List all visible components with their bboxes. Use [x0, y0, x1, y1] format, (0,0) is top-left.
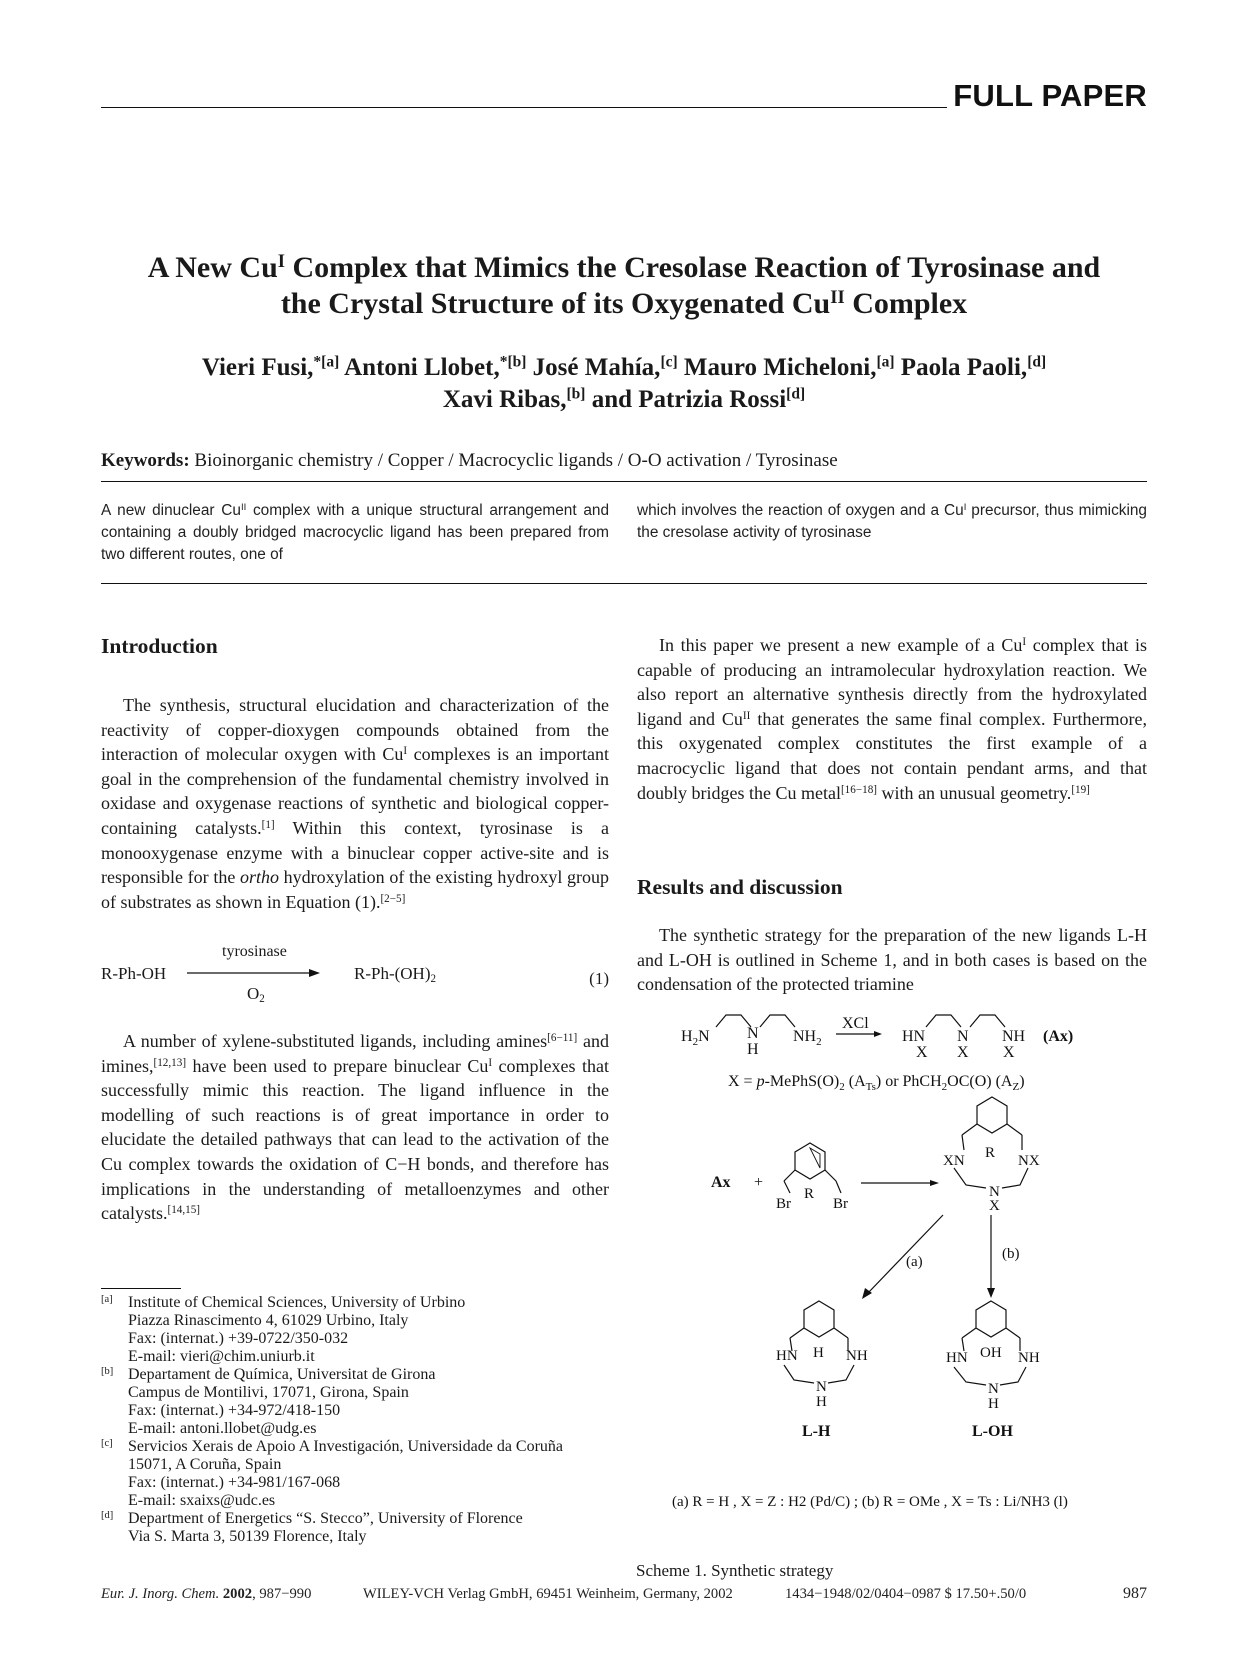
- protected-triamine: [902, 1015, 1026, 1061]
- svg-text:OH: OH: [980, 1345, 1002, 1361]
- footnote-b: [b] Departament de Química, Universitat de Girona Campus de Montilivi, 17071, Girona, Spain Fax: (internat.) +34-972/418-150 E-mail: antoni.llobet@udg.es: [101, 1366, 436, 1437]
- svg-text:R: R: [985, 1145, 996, 1161]
- svg-text:X: X: [989, 1198, 1000, 1214]
- right-paragraph-2: The synthetic strategy for the preparation of the new ligands L-H and L-OH is outlined in Scheme 1, and in both cases is based on the condensation of the protected triamine: [637, 925, 1147, 995]
- introduction-heading: Introduction: [101, 634, 218, 658]
- route-a-arrow: [862, 1215, 943, 1299]
- reagent-label: XCl: [842, 1015, 869, 1032]
- svg-text:H: H: [813, 1345, 824, 1361]
- author: Vieri Fusi,$^{*[a]}$: [201, 353, 340, 381]
- ligand-lh: [776, 1301, 868, 1410]
- plus-sign: +: [754, 1174, 764, 1191]
- right-paragraph-1: In this paper we present a new example of a $Cu^I$ complex that is capable of producing an intramolecular hydroxylation reaction. We also report an alternative synthesis directly from the hydroxylated ligand and $Cu^{II}$ that generates the same final complex. Furthermore, this oxygenated complex constitutes the first example of a macrocyclic ligand that does not contain pendant arms, and that doubly bridges the Cu metal[16−18] with an unusual geometry.[19]: [637, 635, 1147, 803]
- footnote-a: [a] Institute of Chemical Sciences, University of Urbino Piazza Rinascimento 4, 61029 Urbino, Italy Fax: (internat.) +39-0722/350-032 E-mail: vieri@chim.uniurb.it: [101, 1294, 466, 1365]
- svg-text:N: N: [988, 1381, 999, 1397]
- equation-reactant: R-Ph-OH: [101, 964, 167, 983]
- loh-label: L-OH: [972, 1423, 1013, 1440]
- keywords-label: Keywords:: [101, 450, 190, 471]
- ligand-loh: [946, 1301, 1040, 1412]
- svg-text:X: X: [916, 1044, 928, 1061]
- abstract-right: which involves the reaction of oxygen and a $Cu^I$ precursor, thus mimicking the cresolase activity of tyrosinase: [637, 501, 1147, 541]
- equation-reagent: $O_2$: [247, 984, 265, 1005]
- footer-citation: Eur. J. Inorg. Chem. 2002, 987−990: [101, 1586, 312, 1602]
- author: Paola Paoli,[d]: [894, 353, 1047, 381]
- footer-issn: 1434−1948/02/0404−0987 $ 17.50+.50/0: [785, 1586, 1027, 1602]
- equation-product: $R-Ph-(OH)_2$: [354, 964, 437, 985]
- route-b-arrow: [987, 1215, 995, 1298]
- svg-text:X: X: [1003, 1044, 1015, 1061]
- triamine-reactant: [681, 1015, 822, 1058]
- footnote-c: [c] Servicios Xerais de Apoio A Investigación, Universidade da Coruña 15071, A Coruña, Spain Fax: (internat.) +34-981/167-068 E-mail: sxaixs@udc.es: [101, 1438, 564, 1509]
- author: José Mahía,[c]: [526, 353, 678, 381]
- footnotes: [101, 1294, 609, 1546]
- svg-text:NH: NH: [846, 1348, 868, 1364]
- equation-catalyst: tyrosinase: [222, 943, 287, 960]
- author: Antoni Llobet,$^{*[b]}$: [339, 353, 527, 381]
- section-label: FULL PAPER: [953, 78, 1147, 113]
- ax-reactant: Ax: [711, 1174, 731, 1191]
- introduction-paragraph-1: The synthesis, structural elucidation and characterization of the reactivity of copper-dioxygen compounds obtained from the interaction of molecular oxygen with $Cu^I$ complexes is an important goal in the comprehension of the fundamental chemistry involved in oxidase and oxygenase reactions of synthetic and biological copper-containing catalysts.[1] Within this context, tyrosinase is a monooxygenase enzyme with a binuclear copper active-site and is responsible for the ortho hydroxylation of the existing hydroxyl group of substrates as shown in Equation (1).[2−5]: [101, 695, 610, 912]
- author: Mauro Micheloni,[a]: [677, 353, 895, 381]
- svg-text:HN: HN: [902, 1028, 926, 1045]
- header-rule: [101, 107, 947, 108]
- lh-label: L-H: [802, 1423, 831, 1440]
- svg-text:H: H: [747, 1041, 759, 1058]
- svg-text:N: N: [816, 1379, 827, 1395]
- x-definition: $X = p-MePhS(O)_2$ $(A_{Ts})$ or PhCH$_2$OC(O) $(A_Z)$: [728, 1073, 1025, 1093]
- author: Xavi Ribas,[b]: [442, 385, 586, 413]
- route-b-label: (b): [1002, 1246, 1020, 1262]
- title-line1: A New $Cu^I$ Complex that Mimics the Cresolase Reaction of Tyrosinase and: [147, 250, 1101, 284]
- scheme-caption: Scheme 1. Synthetic strategy: [636, 1561, 834, 1580]
- route-a-label: (a): [906, 1254, 923, 1270]
- svg-text:HN: HN: [776, 1348, 798, 1364]
- svg-text:R: R: [804, 1186, 815, 1202]
- svg-text:H: H: [816, 1394, 827, 1410]
- svg-text:Br: Br: [833, 1196, 848, 1212]
- author: and Patrizia Rossi[d]: [585, 385, 806, 413]
- author-list: [101, 352, 1147, 416]
- keywords: [101, 450, 838, 472]
- protected-macrocycle: [943, 1097, 1040, 1214]
- page-number: 987: [1123, 1585, 1147, 1602]
- svg-text:XN: XN: [943, 1153, 965, 1169]
- macrocycle-arrow: [861, 1180, 939, 1186]
- svg-text:N: N: [747, 1025, 759, 1042]
- article-title: [101, 250, 1147, 322]
- svg-text:NH: NH: [1018, 1350, 1040, 1366]
- svg-text:NH2: $NH_2$: [793, 1028, 822, 1048]
- footer-publisher: WILEY-VCH Verlag GmbH, 69451 Weinheim, Germany, 2002: [363, 1586, 733, 1602]
- abstract-left: A new dinuclear $Cu^{II}$ complex with a unique structural arrangement and containing a doubly bridged macrocyclic ligand has been prepared from two different routes, one of: [101, 501, 609, 563]
- svg-text:Br: Br: [776, 1196, 791, 1212]
- abstract-top-rule: [101, 481, 1147, 482]
- svg-text:NH: NH: [1002, 1028, 1026, 1045]
- title-line2: the Crystal Structure of its Oxygenated $Cu^{II}$ Complex: [280, 286, 968, 320]
- scheme-1: [636, 1005, 1147, 1515]
- svg-text:N: N: [989, 1184, 1000, 1200]
- svg-text:HN: HN: [946, 1350, 968, 1366]
- reaction-arrow: [187, 966, 321, 980]
- abstract-bottom-rule: [101, 583, 1147, 584]
- svg-text:H2N: $H_2N$: [681, 1028, 710, 1048]
- svg-text:X: X: [957, 1044, 969, 1061]
- reaction-conditions: (a) R = H , X = Z : H2 (Pd/C) ; (b) R = OMe , X = Ts : Li/NH3 (l): [672, 1494, 1068, 1510]
- keywords-text: Bioinorganic chemistry / Copper / Macrocyclic ligands / O-O activation / Tyrosinase: [189, 450, 838, 471]
- ax-label: (Ax): [1043, 1028, 1074, 1045]
- svg-text:NX: NX: [1018, 1153, 1040, 1169]
- footnote-d: [d] Department of Energetics “S. Stecco”, University of Florence Via S. Marta 3, 50139 Florence, Italy: [101, 1510, 523, 1545]
- svg-text:N: N: [957, 1028, 969, 1045]
- introduction-paragraph-2: A number of xylene-substituted ligands, including amines[6−11] and imines,[12,13] have been used to prepare binuclear $Cu^I$ complexes that successfully mimic this reaction. The ligand influence in the modelling of such reactions is of great importance in order to elucidate the detailed pathways that can lead to the activation of the Cu complex towards the oxidation of C−H bonds, and therefore has implications in the understanding of metalloenzymes and other catalysts.[14,15]: [101, 1031, 609, 1224]
- footnote-rule: [101, 1288, 181, 1289]
- equation-number: (1): [589, 969, 609, 988]
- page-footer: [101, 1586, 1147, 1603]
- results-heading: Results and discussion: [637, 875, 843, 899]
- dibromoxylene: [776, 1143, 848, 1212]
- equation-1: [101, 942, 609, 1005]
- svg-text:H: H: [988, 1396, 999, 1412]
